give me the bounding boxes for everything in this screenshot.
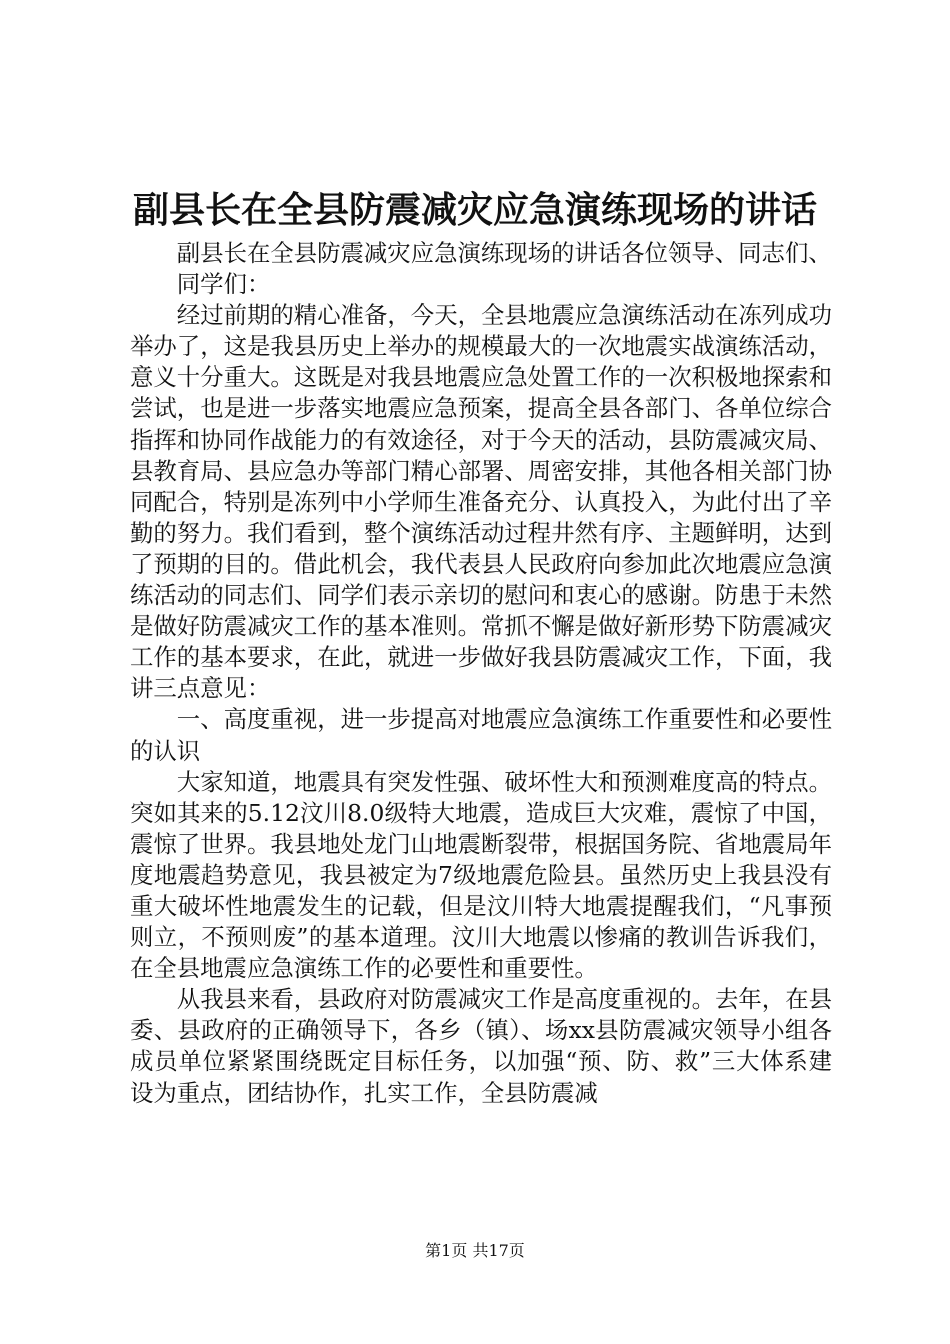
paragraph-county-situation: 从我县来看，县政府对防震减灾工作是高度重视的。去年，在县委、县政府的正确领导下，各乡（镇）、场xx县防震减灾领导小组各成员单位紧紧围绕既定目标任务，以加强“预、防、救”三大体系建设为重点，团结协作，扎实工作，全县防震减	[130, 985, 832, 1107]
paragraph-earthquake-characteristics: 大家知道，地震具有突发性强、破坏性大和预测难度高的特点。突如其来的5.12汶川8.0级特大地震，造成巨大灾难，震惊了中国，震惊了世界。我县地处龙门山地震断裂带，根据国务院、省地震局年度地震趋势意见，我县被定为7级地震危险县。虽然历史上我县没有重大破坏性地震发生的记载，但是汶川特大地震提醒我们，“凡事预则立，不预则废”的基本道理。汶川大地震以惨痛的教训告诉我们，在全县地震应急演练工作的必要性和重要性。	[130, 767, 832, 983]
paragraph-salutation: 同学们：	[176, 270, 271, 299]
paragraph-opening: 经过前期的精心准备，今天，全县地震应急演练活动在冻列成功举办了，这是我县历史上举办的规模最大的一次地震实战演练活动，意义十分重大。这既是对我县地震应急处置工作的一次积极地探索和尝试，也是进一步落实地震应急预案，提高全县各部门、各单位综合指挥和协同作战能力的有效途径，对于今天的活动，县防震减灾局、县教育局、县应急办等部门精心部署、周密安排，其他各相关部门协同配合，特别是冻列中小学师生准备充分、认真投入，为此付出了辛勤的努力。我们看到，整个演练活动过程井然有序、主题鲜明，达到了预期的目的。借此机会，我代表县人民政府向参加此次地震应急演练活动的同志们、同学们表示亲切的慰问和衷心的感谢。防患于未然是做好防震减灾工作的基本准则。常抓不懈是做好新形势下防震减灾工作的基本要求，在此，就进一步做好我县防震减灾工作，下面，我讲三点意见：	[130, 301, 832, 703]
page-number: 第1页 共17页	[425, 1241, 525, 1260]
paragraph-greeting: 副县长在全县防震减灾应急演练现场的讲话各位领导、同志们、	[176, 239, 832, 267]
document-title: 副县长在全县防震减灾应急演练现场的讲话	[132, 189, 817, 231]
paragraph-heading-one: 一、高度重视，进一步提高对地震应急演练工作重要性和必要性的认识	[130, 705, 832, 765]
document-body	[130, 238, 832, 1109]
